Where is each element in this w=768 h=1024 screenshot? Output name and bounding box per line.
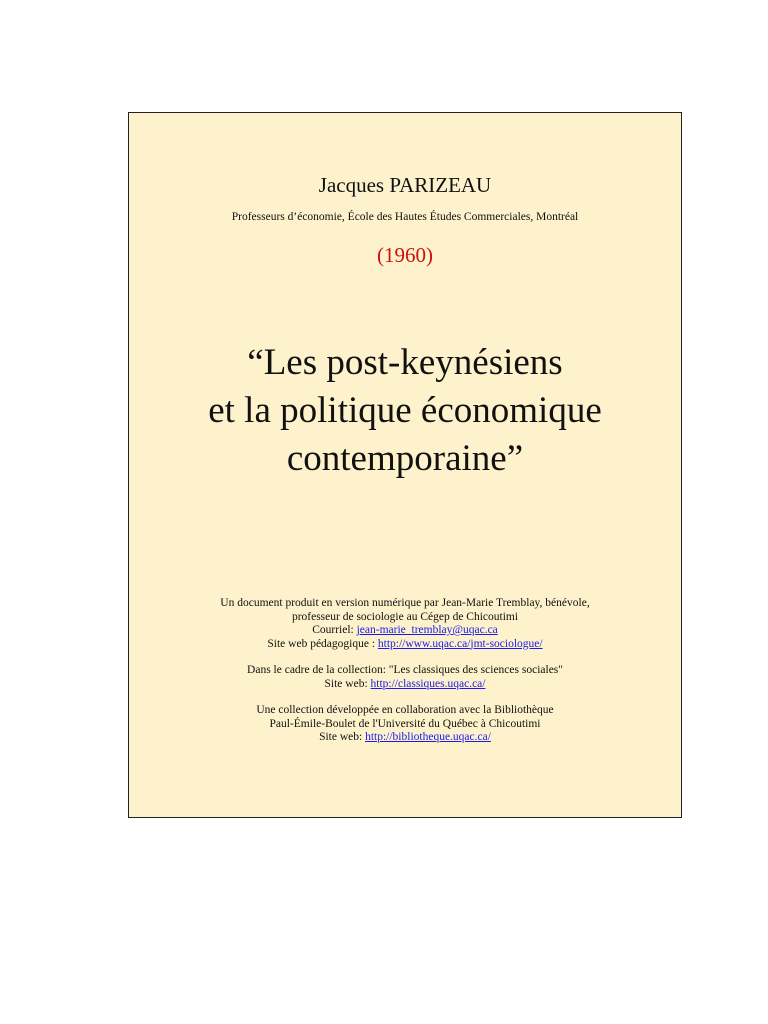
spacer	[129, 691, 681, 704]
credit-site-line	[129, 638, 681, 652]
credit-partnership: Une collection développée en collaboration avec la Bibliothèque	[256, 704, 554, 716]
collection-site-label: Site web:	[324, 677, 371, 690]
site-label: Site web pédagogique :	[267, 637, 378, 650]
author-name: Jacques PARIZEAU	[318, 173, 492, 197]
library-site-link[interactable]: http://bibliotheque.uqac.ca/	[365, 731, 491, 743]
email-label: Courriel:	[312, 624, 357, 636]
credit-position: professeur de sociologie au Cégep de Chicoutimi	[291, 610, 519, 623]
document-title	[129, 339, 681, 483]
credit-produced-by: Un document produit en version numérique par Jean-Marie Tremblay, bénévole,	[220, 597, 590, 609]
email-link[interactable]: jean-marie_tremblay@uqac.ca	[356, 624, 498, 636]
title-line-3: contemporaine”	[286, 438, 524, 479]
library-site-label: Site web:	[319, 731, 366, 743]
credit-library: Paul-Émile-Boulet de l'Université du Québec à Chicoutimi	[269, 717, 541, 730]
credit-email-line	[129, 624, 681, 638]
credit-collection-site-line	[129, 678, 681, 692]
collection-site-link[interactable]: http://classiques.uqac.ca/	[370, 677, 486, 690]
title-line-1: “Les post-keynésiens	[247, 342, 563, 383]
cover-panel	[128, 112, 682, 818]
publication-year: (1960)	[377, 243, 433, 267]
credits-block	[129, 597, 681, 745]
author-affiliation: Professeurs d’économie, École des Hautes Études Commerciales, Montréal	[231, 211, 579, 223]
credit-library-site-line	[129, 731, 681, 745]
credit-collection: Dans le cadre de la collection: "Les classiques des sciences sociales"	[247, 664, 563, 676]
spacer	[129, 651, 681, 664]
site-link[interactable]: http://www.uqac.ca/jmt-sociologue/	[377, 637, 543, 650]
title-line-2: et la politique économique	[208, 390, 602, 431]
